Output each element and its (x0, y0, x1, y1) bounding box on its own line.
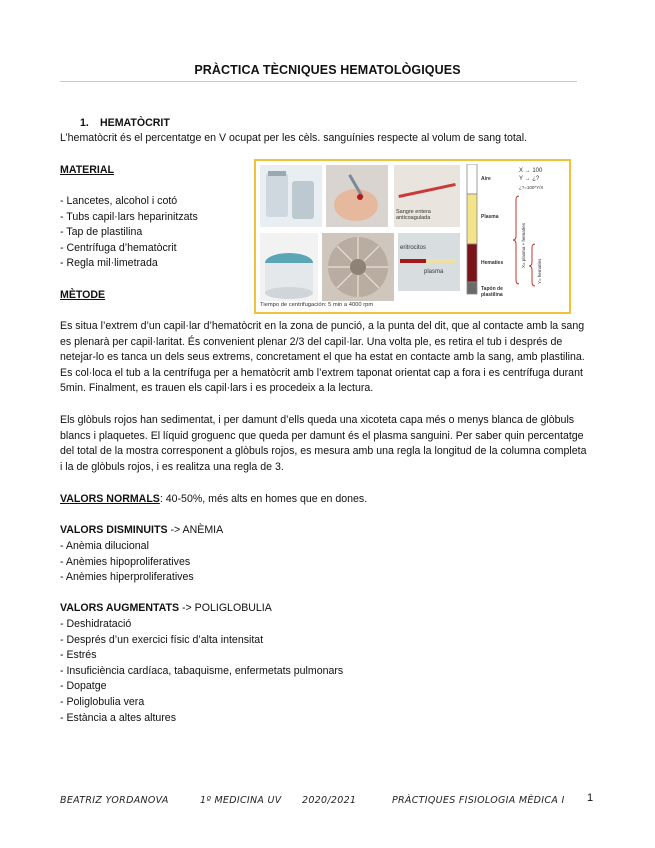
increased-label: VALORS AUGMENTATS (60, 602, 180, 614)
schema-hematies-label: Hematíes (481, 260, 504, 266)
page-title: PRÀCTICA TÈCNIQUES HEMATOLÒGIQUES (194, 63, 461, 77)
list-item: - Estància a altes altures (60, 711, 176, 724)
decreased-suffix: -> ANÈMIA (167, 524, 224, 536)
list-item: - Lancetes, alcohol i cotó (60, 195, 178, 207)
centrifugation-time-caption: Tiempo de centrifugación: 5 min a 4000 rpm (260, 302, 374, 308)
normal-values-text: : 40-50%, més alts en homes que en dones. (159, 493, 368, 505)
centrifuge-photo (260, 233, 318, 301)
plasma-caption: plasma (424, 269, 444, 275)
increased-values-heading (60, 601, 272, 617)
result-tube-photo (398, 233, 460, 291)
list-item: - Tubs capil·lars heparinitzats (60, 210, 198, 223)
list-item: - Tap de plastilina (60, 226, 143, 239)
lancets-photo (260, 165, 322, 227)
schema-plasma-label: Plasma (481, 214, 499, 220)
section-title: HEMATÒCRIT (100, 117, 170, 129)
schema-aire-label: Aire (481, 176, 491, 182)
schema-formula-3: ¿?=100*Y/X (519, 185, 544, 190)
list-item: - Anèmies hiperproliferatives (60, 571, 194, 584)
hematocrit-schematic (465, 164, 565, 306)
rotor-photo (322, 233, 394, 301)
section-heading (80, 117, 170, 129)
list-item: - Anèmia dilucional (60, 540, 149, 552)
increased-list (60, 617, 343, 726)
list-item: - Regla mil·limetrada (60, 257, 158, 270)
hematocrit-definition: L’hematòcrit és el percentatge en V ocupat per les cèls. sanguínies respecte al volum de sang total. (60, 132, 527, 144)
footer-year: 2020/2021 (302, 795, 357, 806)
finger-puncture-photo (326, 165, 388, 227)
list-item: - Deshidratació (60, 618, 132, 630)
list-item: - Dopatge (60, 680, 107, 693)
sample-caption: Sangre entera anticoagulada (396, 209, 431, 221)
lancets-image (260, 165, 322, 227)
footer-course: 1º MEDICINA UV (200, 795, 282, 806)
list-item: - Anèmies hipoproliferatives (60, 555, 191, 568)
eritrocitos-caption: eritrocitos (400, 245, 427, 251)
schema-x-label: X= plasma + hematíes (521, 222, 526, 268)
tube-diagram (465, 164, 565, 306)
blood-sample-photo (394, 165, 460, 227)
list-item: - Estrés (60, 649, 97, 662)
method-heading: MÈTODE (60, 289, 106, 301)
schema-y-label: Y= hematíes (537, 258, 542, 284)
decreased-list (60, 539, 194, 586)
rotor-image (322, 233, 394, 301)
list-item: - Centrífuga d’hematòcrit (60, 241, 177, 254)
increased-suffix: -> POLIGLOBULIA (179, 602, 272, 614)
method-paragraph-1: Es situa l’extrem d’un capil·lar d’hematòcrit en la zona de punció, a la punta del dit, que al contacte amb la sang es plenarà per capil·laritat. És convenient plenar 2/3 del capil·lar. Una volta ple, es retira el tub i després de netejar-lo es tanca un dels seus extrems, concretament el que ha estat en contacte amb la sang, amb plastilina. Es col·loca el tub a la centrífuga per a hematòcrit amb l’extrem taponat orientat cap a fora i es centrífuga durant 5min. Finalment, es trauen els capil·lars i es procedeix a la lectura. (60, 320, 585, 395)
schema-tapon-label: Tapón de plastilina (481, 286, 503, 298)
footer-author: BEATRIZ YORDANOVA (60, 795, 169, 806)
normal-values-label: VALORS NORMALS (60, 493, 160, 505)
finger-image (326, 165, 388, 227)
list-item: - Poliglobulia vera (60, 695, 145, 708)
title-underline (60, 81, 577, 82)
section-number: 1. (80, 117, 89, 129)
material-heading: MATERIAL (60, 164, 114, 176)
footer-subject: PRÀCTIQUES FISIOLOGIA MÈDICA I (392, 795, 565, 806)
list-item: - Insuficiència cardíaca, tabaquisme, enfermetats pulmonars (60, 664, 344, 677)
decreased-values-heading (60, 523, 223, 539)
centrifuge-image (260, 233, 318, 301)
material-list (60, 194, 198, 272)
page-number: 1 (587, 792, 594, 804)
hematocrit-figure (254, 159, 571, 314)
normal-values (60, 492, 367, 508)
decreased-label: VALORS DISMINUITS (60, 524, 168, 536)
schema-formula-2: Y → ¿? (519, 176, 540, 182)
tube-result-image (398, 233, 460, 291)
list-item: - Després d’un exercici físic d’alta intensitat (60, 633, 264, 646)
method-paragraph-2: Els glòbuls rojos han sedimentat, i per damunt d’ells queda una xicoteta capa més o menys blanca de glòbuls blancs i plaquetes. El líquid groguenc que queda per damunt és el plasma sanguini. Per saber quin percentatge del total de la mostra corresponent a glòbuls rojos, es mesura amb una regla la longitud de la columna completa i la de glòbuls rojos, i es realitza una regla de 3. (60, 414, 587, 473)
schema-formula-1: X → 100 (519, 168, 543, 174)
